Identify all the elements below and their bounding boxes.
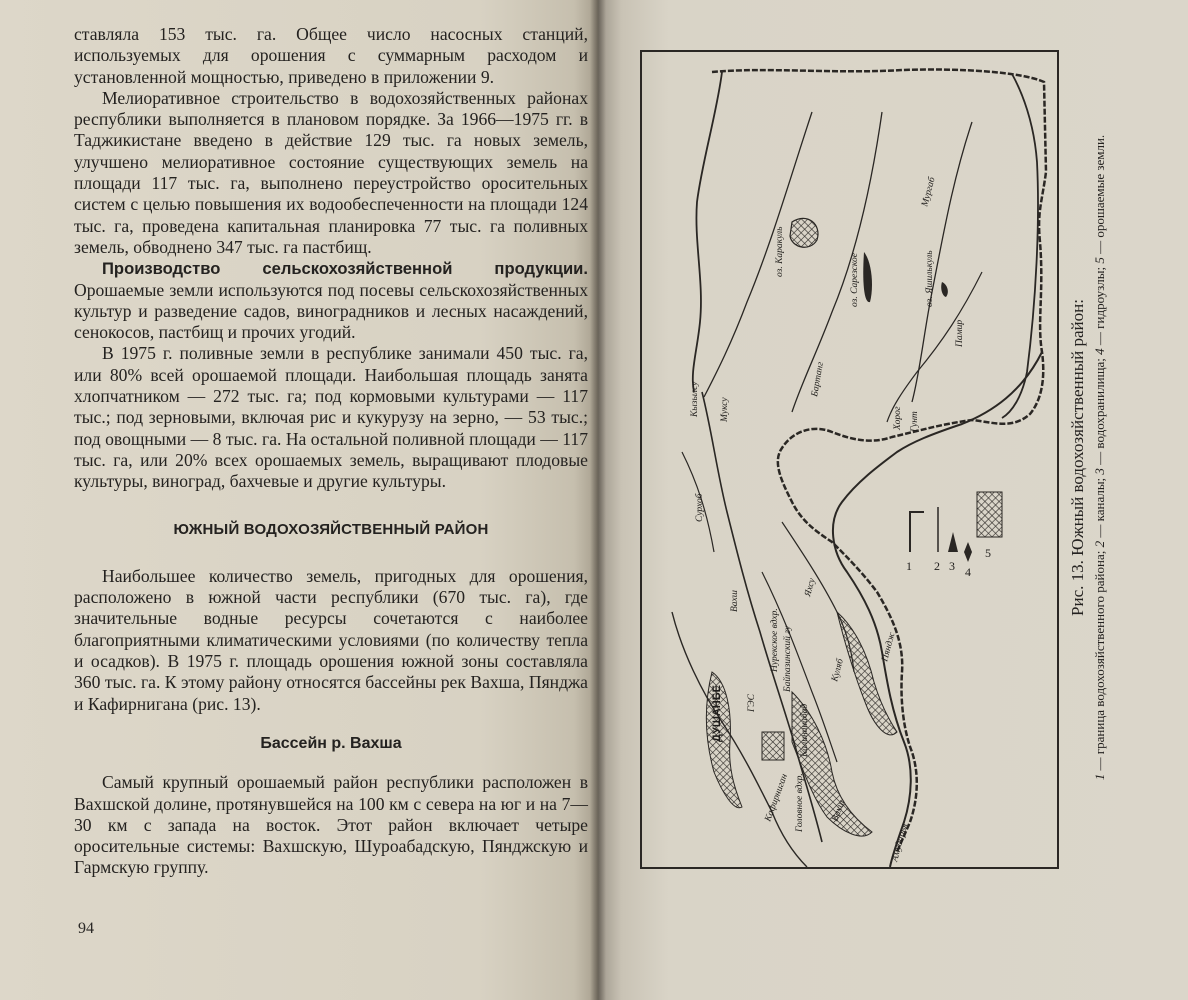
caption-text-5: — орошаемые земли. <box>1092 134 1107 258</box>
caption-text-2: — каналы; <box>1092 474 1107 541</box>
label-nurek-reservoir: Нурекское вдхр. <box>770 608 780 672</box>
caption-legend <box>1091 50 1109 865</box>
label-lake-sarezskoe: оз. Сарезское <box>850 253 860 307</box>
map-figure <box>640 50 1059 869</box>
lake-karakul <box>790 218 818 247</box>
label-kalininabad: Калининабад <box>800 703 810 757</box>
label-pyandzh: Пяндж <box>880 631 898 663</box>
caption-num-3: 3 <box>1092 468 1107 475</box>
paragraph-pumping-stations: ставляла 153 тыс. га. Общее число насосных станций, используемых для орошения с суммарным расходом и установленной мощностью, приведено в приложении 9. <box>74 24 588 87</box>
figure-caption <box>1067 50 1187 865</box>
label-bartang: Бартанг <box>810 361 827 398</box>
label-amudarya: Амударья <box>890 822 911 863</box>
label-pamir: Памир <box>955 319 965 347</box>
section-heading: ЮЖНЫЙ ВОДОХОЗЯЙСТВЕННЫЙ РАЙОН <box>173 520 489 538</box>
river-murgab <box>912 122 972 402</box>
outer-boundary <box>1002 74 1038 418</box>
label-ges: ГЭС <box>747 694 757 712</box>
paragraph-south-district: Наибольшее количество земель, пригодных для орошения, расположено в южной части республики (670 тыс. га), где значительные водные ресурсы сочетаются с наиболее благоприятными климатическими условиями (по количеству тепла и осадков). В 1975 г. площадь орошения южной зоны составляла 360 тыс. га. К этому району относятся бассейны рек Вахша, Пянджа и Кафирнигана (рис. 13). <box>74 565 588 714</box>
paragraph-vakhsh-basin: Самый крупный орошаемый район республики расположен в Вахшской долине, протянувшейся на 100 км с севера на юг и на 7—30 км с запада на восток. Этот район включает четыре оросительные системы: Вахшскую, Шуроабадскую, Пянджскую и Гармскую группу. <box>74 772 588 878</box>
legend-symbol-hydro-node <box>964 542 972 562</box>
label-kyzylsu: Кызылсу <box>690 381 700 417</box>
caption-num-1: 1 <box>1092 773 1107 781</box>
irrigated-area-small <box>762 732 784 760</box>
label-gunt: Гунт <box>910 411 920 432</box>
caption-title: Рис. 13. Южный водохозяйственный район: <box>1068 299 1087 616</box>
paragraph-1975: В 1975 г. поливные земли в республике занимали 450 тыс. га, или 80% всей орошаемой площади. Наибольшая площадь занята хлопчатником — 272 тыс. га; под кормовыми культурами — 117 тыс.; под зерновыми, включая рис и кукурузу на зерно, — 53 тыс.; под овощными — 8 тыс. га. На остальной поливной площади — 117 тыс. га, или 20% всех орошаемых земель, выращивают плодовые культуры, виноград, бахчевые и другие культуры. <box>74 343 588 492</box>
sub-heading-vakhsh: Бассейн р. Вахша <box>260 734 402 752</box>
label-yakhsu: Яхсу <box>803 577 818 598</box>
caption-text-4: — гидроузлы; <box>1092 263 1107 349</box>
label-dushanbe: ДУШАНБЕ <box>711 685 723 742</box>
legend-num-1: 1 <box>906 559 912 573</box>
legend-num-4: 4 <box>965 565 971 579</box>
label-khorog: Хорог <box>893 406 903 430</box>
label-murgab: Мургаб <box>920 176 938 208</box>
legend-num-5: 5 <box>985 546 991 560</box>
label-kulyab: Куляб <box>830 657 846 683</box>
lake-sarezskoe <box>863 252 872 302</box>
production-text: Орошаемые земли используются под посевы сельскохозяйственных культур и разведение садов, виноградников и лесных насаждений, сенокосов, пастбищ и прочих угодий. <box>74 279 588 343</box>
legend-num-2: 2 <box>934 559 940 573</box>
label-lake-karakul: оз. Каракуль <box>775 226 785 277</box>
paragraph-production <box>74 258 588 343</box>
label-lake-yashilkul: оз. Яшилькуль <box>925 250 935 307</box>
caption-num-2: 2 <box>1092 540 1107 548</box>
label-vakhsh: Вахш <box>730 590 740 612</box>
irrigated-area-kulyab <box>837 612 897 735</box>
irrigated-area-legend-box <box>977 492 1002 537</box>
left-page-text <box>74 24 588 879</box>
lake-yashilkul <box>941 282 948 297</box>
label-surkhob: Сурхоб <box>695 493 705 522</box>
river-muksu <box>704 112 812 397</box>
caption-num-4: 4 <box>1092 348 1107 355</box>
river-pyandzh <box>833 352 1042 867</box>
page-number: 94 <box>78 920 94 937</box>
book-gutter <box>590 0 606 1000</box>
north-boundary <box>693 72 722 392</box>
legend-num-3: 3 <box>949 559 955 573</box>
label-golovnoe: Головное вдхр. <box>795 773 805 832</box>
label-muksu: Муксу <box>720 397 730 422</box>
paragraph-land-reclamation: Мелиоративное строительство в водохозяйственных районах республики выполняется в плановом порядке. За 1966—1975 гг. в Таджикистане введено в действие 129 тыс. га новых земель, улучшено мелиоративное состояние существующих земель на площади 117 тыс. га, выполнено переустройство оросительных систем с целью повышения их водообеспеченности на площади 124 тыс. га, проведена капитальная планировка 77 тыс. га поливных земель, обводнено 347 тыс. га пастбищ. <box>74 87 588 257</box>
caption-text-1: — граница водохозяйственного района; <box>1092 547 1107 774</box>
label-vakhsh-lower: Вахш <box>830 798 848 824</box>
production-lead-in: Производство сельскохозяйственной продукции. <box>102 259 588 279</box>
caption-num-5: 5 <box>1092 257 1107 264</box>
map-drawing <box>642 52 1057 867</box>
label-baypaza: Байпазинский гу <box>783 625 793 692</box>
legend-symbol-reservoir <box>948 532 958 552</box>
caption-text-3: — водохранилища; <box>1092 354 1107 469</box>
label-kafirnigan: Кафирниган <box>763 772 790 824</box>
legend-symbol-boundary <box>910 512 924 552</box>
